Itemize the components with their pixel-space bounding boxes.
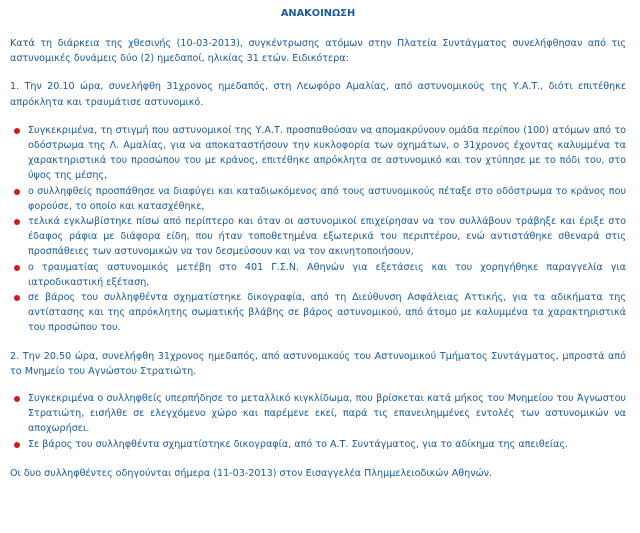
announcement-title: ΑΝΑΚΟΙΝΩΣΗ: [280, 8, 356, 19]
intro-paragraph: Κατά τη διάρκεια της χθεσινής (10-03-2013), συγκέντρωσης ατόμων στην Πλατεία Συντάγματος συνελήφθησαν από τις αστυνομικές δυνάμεις δύο (2) ημεδαποί, ηλικίας 31 ετών. Ειδικότερα:: [10, 38, 626, 65]
bullet-dot-icon: [14, 442, 20, 448]
announcement-document: [10, 0, 626, 481]
section-2-bullet-list: [10, 391, 626, 452]
bullet-dot-icon: [14, 396, 20, 402]
list-item: [10, 437, 626, 452]
section-2-heading: 2. Την 20.50 ώρα, συνελήφθη 31χρονος ημεδαπός, από αστυνομικούς του Αστυνομικού Τμήματος Συντάγματος, μπροστά από το Μνημείο του Αγνώστου Στρατιώτη.: [10, 350, 626, 377]
list-item: [10, 260, 626, 290]
bullet-dot-icon: [14, 219, 20, 225]
list-item: [10, 391, 626, 437]
list-item: [10, 184, 626, 214]
section-1-heading: 1. Την 20.10 ώρα, συνελήφθη 31χρονος ημεδαπός, στη Λεωφόρο Αμαλίας, από αστυνομικούς της Υ.Α.Τ., διότι επιτέθηκε απρόκλητα και τραυμάτισε αστυνομικό.: [10, 81, 626, 108]
list-item-text: Συγκεκριμένα, τη στιγμή που αστυνομικοί της Υ.Α.Τ. προσπαθούσαν να απομακρύνουν ομάδα περίπου (100) ατόμων από το οδόστρωμα της Λ. Αμαλίας, για να αποκαταστήσουν την κυκλοφορία των οχημάτων, ο 31χρονος έχοντας καλυμμένα τα χαρακτηριστικά του προσώπου του με κράνος, επιτέθηκε απρόκλητα σε αστυνομικό και τον χτύπησε με το πόδι του, στο ύψος της μέσης,: [28, 124, 626, 182]
list-item: [10, 123, 626, 184]
bullet-dot-icon: [14, 265, 20, 271]
list-item-text: Σε βάρος του συλληφθέντα σχηματίστηκε δικογραφία, από το Α.Τ. Συντάγματος, για το αδίκημα της απειθείας.: [28, 438, 569, 450]
list-item-text: τελικά εγκλωβίστηκε πίσω από περίπτερο και όταν οι αστυνομικοί επιχείρησαν να τον συλλάβουν τράβηξε και έριξε στο έδαφος ράφια με διάφορα είδη, που ήταν τοποθετημένα εξωτερικά του περιπτέρου, ενώ αντιστάθηκε σθεναρά στις προσπάθειες των αστυνομικών να τον δεσμεύσουν και να τον ακινητοποιήσουν,: [28, 216, 626, 258]
list-item-text: σε βάρος του συλληφθέντα σχηματίστηκε δικογραφία, από τη Διεύθυνση Ασφάλειας Αττικής, για τα αδικήματα της αντίστασης και της απρόκλητης σωματικής βλάβης σε βάρος αστυνομικού, από άτομο με καλυμμένα τα χαρακτηριστικά του προσώπου του.: [28, 292, 626, 334]
bullet-dot-icon: [14, 189, 20, 195]
list-item-text: Συγκεκριμένα ο συλληφθείς υπερπήδησε το μεταλλικό κιγκλίδωμα, που βρίσκεται κατά μήκος του Μνημείου του Άγνωστου Στρατιώτη, εισήλθε σε ελεγχόμενο χώρο και παρέμενε εκεί, παρά τις επανειλημμένες εντολές των αστυνομικών να αποχωρήσει.: [28, 393, 626, 435]
closing-paragraph: Οι δυο συλληφθέντες οδηγούνται σήμερα (11-03-2013) στον Εισαγγελέα Πλημμελειοδικών Αθηνών.: [10, 467, 493, 479]
bullet-dot-icon: [14, 295, 20, 301]
list-item-text: ο τραυματίας αστυνομικός μετέβη στο 401 Γ.Σ.Ν. Αθηνών για εξετάσεις και του χορηγήθηκε παραγγελία για ιατροδικαστική εξέταση,: [28, 261, 626, 288]
list-item-text: ο συλληφθείς προσπάθησε να διαφύγει και καταδιωκόμενος από τους αστυνομικούς πέταξε στο οδόστρωμα το κράνος που φορούσε, το οποίο και κατασχέθηκε,: [28, 185, 626, 212]
list-item: [10, 214, 626, 260]
section-1-bullet-list: [10, 123, 626, 336]
list-item: [10, 290, 626, 336]
bullet-dot-icon: [14, 128, 20, 134]
